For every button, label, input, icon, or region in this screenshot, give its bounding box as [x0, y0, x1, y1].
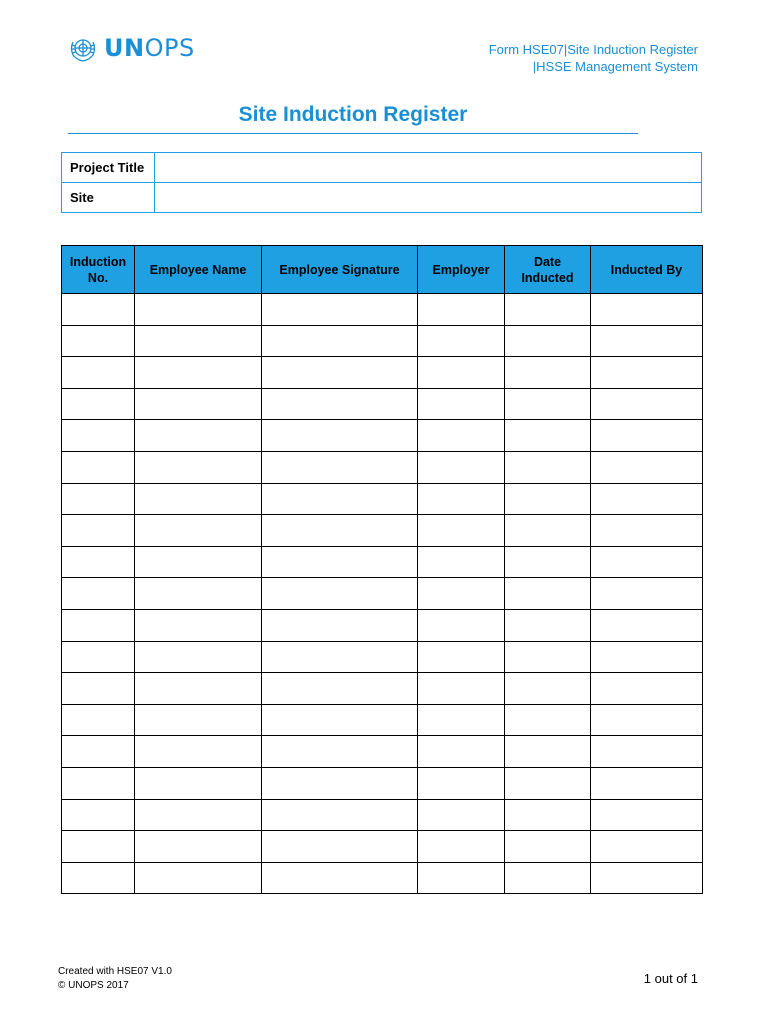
cell-employee-signature[interactable]	[262, 515, 418, 547]
register-body	[62, 294, 703, 894]
logo-wordmark: UNOPS	[104, 34, 195, 62]
cell-employer[interactable]	[418, 325, 505, 357]
cell-date-inducted[interactable]	[505, 767, 591, 799]
table-row	[62, 420, 703, 452]
cell-employee-name[interactable]	[135, 451, 262, 483]
col-induction-no: Induction No.	[62, 246, 135, 294]
cell-date-inducted[interactable]	[505, 357, 591, 389]
cell-employer[interactable]	[418, 294, 505, 326]
cell-inducted-by[interactable]	[591, 609, 703, 641]
copyright-text: © UNOPS 2017	[58, 980, 129, 991]
cell-employer[interactable]	[418, 546, 505, 578]
cell-inducted-by[interactable]	[591, 420, 703, 452]
project-title-label: Project Title	[62, 153, 155, 183]
cell-employee-name[interactable]	[135, 515, 262, 547]
cell-inducted-by[interactable]	[591, 294, 703, 326]
cell-employee-signature[interactable]	[262, 388, 418, 420]
cell-employee-signature[interactable]	[262, 673, 418, 705]
table-row	[62, 799, 703, 831]
cell-inducted-by[interactable]	[591, 704, 703, 736]
cell-employer[interactable]	[418, 736, 505, 768]
cell-employee-signature[interactable]	[262, 736, 418, 768]
cell-employer[interactable]	[418, 673, 505, 705]
table-row	[62, 578, 703, 610]
col-employer: Employer	[418, 246, 505, 294]
cell-employer[interactable]	[418, 388, 505, 420]
cell-employee-signature[interactable]	[262, 294, 418, 326]
cell-employer[interactable]	[418, 357, 505, 389]
project-title-row	[62, 153, 702, 183]
table-row	[62, 736, 703, 768]
table-row	[62, 483, 703, 515]
table-row	[62, 388, 703, 420]
unops-logo	[68, 33, 195, 63]
cell-employee-name[interactable]	[135, 294, 262, 326]
table-row	[62, 673, 703, 705]
cell-employee-signature[interactable]	[262, 357, 418, 389]
cell-induction-no[interactable]	[62, 388, 135, 420]
cell-inducted-by[interactable]	[591, 862, 703, 894]
cell-employee-name[interactable]	[135, 704, 262, 736]
cell-induction-no[interactable]	[62, 325, 135, 357]
register-header-row	[62, 246, 703, 294]
cell-employer[interactable]	[418, 831, 505, 863]
cell-induction-no[interactable]	[62, 767, 135, 799]
cell-date-inducted[interactable]	[505, 325, 591, 357]
un-emblem-icon	[68, 33, 98, 63]
cell-employee-name[interactable]	[135, 357, 262, 389]
cell-induction-no[interactable]	[62, 736, 135, 768]
cell-employee-name[interactable]	[135, 831, 262, 863]
cell-induction-no[interactable]	[62, 799, 135, 831]
table-row	[62, 609, 703, 641]
cell-employer[interactable]	[418, 420, 505, 452]
project-title-field[interactable]	[155, 153, 702, 183]
cell-date-inducted[interactable]	[505, 799, 591, 831]
form-reference	[489, 41, 698, 75]
cell-date-inducted[interactable]	[505, 420, 591, 452]
table-row	[62, 831, 703, 863]
cell-inducted-by[interactable]	[591, 546, 703, 578]
col-inducted-by: Inducted By	[591, 246, 703, 294]
cell-employee-name[interactable]	[135, 546, 262, 578]
cell-date-inducted[interactable]	[505, 704, 591, 736]
table-row	[62, 294, 703, 326]
cell-induction-no[interactable]	[62, 546, 135, 578]
cell-induction-no[interactable]	[62, 704, 135, 736]
cell-employer[interactable]	[418, 641, 505, 673]
table-row	[62, 641, 703, 673]
cell-induction-no[interactable]	[62, 578, 135, 610]
cell-inducted-by[interactable]	[591, 831, 703, 863]
cell-date-inducted[interactable]	[505, 546, 591, 578]
cell-employer[interactable]	[418, 609, 505, 641]
cell-employee-name[interactable]	[135, 673, 262, 705]
cell-inducted-by[interactable]	[591, 325, 703, 357]
form-reference-line2: |HSSE Management System	[532, 59, 698, 74]
cell-employee-signature[interactable]	[262, 578, 418, 610]
cell-employee-name[interactable]	[135, 388, 262, 420]
cell-date-inducted[interactable]	[505, 736, 591, 768]
cell-employee-signature[interactable]	[262, 799, 418, 831]
cell-inducted-by[interactable]	[591, 451, 703, 483]
cell-employee-name[interactable]	[135, 641, 262, 673]
cell-employer[interactable]	[418, 483, 505, 515]
table-row	[62, 515, 703, 547]
cell-date-inducted[interactable]	[505, 388, 591, 420]
page-number: 1 out of 1	[643, 971, 698, 986]
table-row	[62, 704, 703, 736]
table-row	[62, 767, 703, 799]
cell-induction-no[interactable]	[62, 831, 135, 863]
page-title: Site Induction Register	[238, 103, 468, 126]
cell-date-inducted[interactable]	[505, 294, 591, 326]
cell-employee-name[interactable]	[135, 767, 262, 799]
cell-induction-no[interactable]	[62, 451, 135, 483]
cell-inducted-by[interactable]	[591, 388, 703, 420]
cell-employee-signature[interactable]	[262, 325, 418, 357]
footer-credits	[58, 965, 172, 993]
cell-employer[interactable]	[418, 451, 505, 483]
cell-inducted-by[interactable]	[591, 673, 703, 705]
cell-induction-no[interactable]	[62, 862, 135, 894]
cell-inducted-by[interactable]	[591, 799, 703, 831]
site-row	[62, 183, 702, 213]
cell-inducted-by[interactable]	[591, 736, 703, 768]
cell-employee-signature[interactable]	[262, 609, 418, 641]
cell-employee-name[interactable]	[135, 799, 262, 831]
site-label: Site	[62, 183, 155, 213]
cell-employee-signature[interactable]	[262, 546, 418, 578]
cell-employee-name[interactable]	[135, 578, 262, 610]
cell-date-inducted[interactable]	[505, 578, 591, 610]
cell-inducted-by[interactable]	[591, 357, 703, 389]
cell-induction-no[interactable]	[62, 483, 135, 515]
col-employee-signature: Employee Signature	[262, 246, 418, 294]
project-info-table	[61, 152, 702, 213]
cell-date-inducted[interactable]	[505, 641, 591, 673]
table-row	[62, 325, 703, 357]
col-date-inducted: Date Inducted	[505, 246, 591, 294]
cell-inducted-by[interactable]	[591, 578, 703, 610]
table-row	[62, 357, 703, 389]
cell-employee-signature[interactable]	[262, 483, 418, 515]
cell-employee-signature[interactable]	[262, 767, 418, 799]
cell-inducted-by[interactable]	[591, 483, 703, 515]
cell-induction-no[interactable]	[62, 609, 135, 641]
cell-induction-no[interactable]	[62, 641, 135, 673]
cell-inducted-by[interactable]	[591, 515, 703, 547]
title-divider	[68, 133, 638, 134]
induction-register-table	[61, 245, 703, 894]
cell-employee-name[interactable]	[135, 862, 262, 894]
cell-employee-name[interactable]	[135, 609, 262, 641]
cell-employee-signature[interactable]	[262, 451, 418, 483]
cell-date-inducted[interactable]	[505, 862, 591, 894]
cell-inducted-by[interactable]	[591, 767, 703, 799]
cell-induction-no[interactable]	[62, 673, 135, 705]
cell-date-inducted[interactable]	[505, 673, 591, 705]
cell-employer[interactable]	[418, 515, 505, 547]
cell-induction-no[interactable]	[62, 294, 135, 326]
table-row	[62, 862, 703, 894]
cell-date-inducted[interactable]	[505, 451, 591, 483]
cell-employer[interactable]	[418, 578, 505, 610]
cell-employer[interactable]	[418, 767, 505, 799]
cell-inducted-by[interactable]	[591, 641, 703, 673]
table-row	[62, 451, 703, 483]
cell-induction-no[interactable]	[62, 357, 135, 389]
cell-employee-signature[interactable]	[262, 831, 418, 863]
cell-employee-name[interactable]	[135, 736, 262, 768]
site-field[interactable]	[155, 183, 702, 213]
cell-employee-signature[interactable]	[262, 704, 418, 736]
cell-employer[interactable]	[418, 799, 505, 831]
cell-employee-name[interactable]	[135, 483, 262, 515]
created-with-text: Created with HSE07 V1.0	[58, 966, 172, 977]
cell-date-inducted[interactable]	[505, 515, 591, 547]
cell-induction-no[interactable]	[62, 420, 135, 452]
cell-employee-signature[interactable]	[262, 862, 418, 894]
cell-date-inducted[interactable]	[505, 483, 591, 515]
table-row	[62, 546, 703, 578]
cell-employee-signature[interactable]	[262, 420, 418, 452]
cell-employer[interactable]	[418, 704, 505, 736]
cell-date-inducted[interactable]	[505, 831, 591, 863]
cell-employee-signature[interactable]	[262, 641, 418, 673]
cell-employer[interactable]	[418, 862, 505, 894]
cell-employee-name[interactable]	[135, 325, 262, 357]
cell-date-inducted[interactable]	[505, 609, 591, 641]
form-reference-line1: Form HSE07|Site Induction Register	[488, 42, 698, 57]
col-employee-name: Employee Name	[135, 246, 262, 294]
cell-employee-name[interactable]	[135, 420, 262, 452]
cell-induction-no[interactable]	[62, 515, 135, 547]
